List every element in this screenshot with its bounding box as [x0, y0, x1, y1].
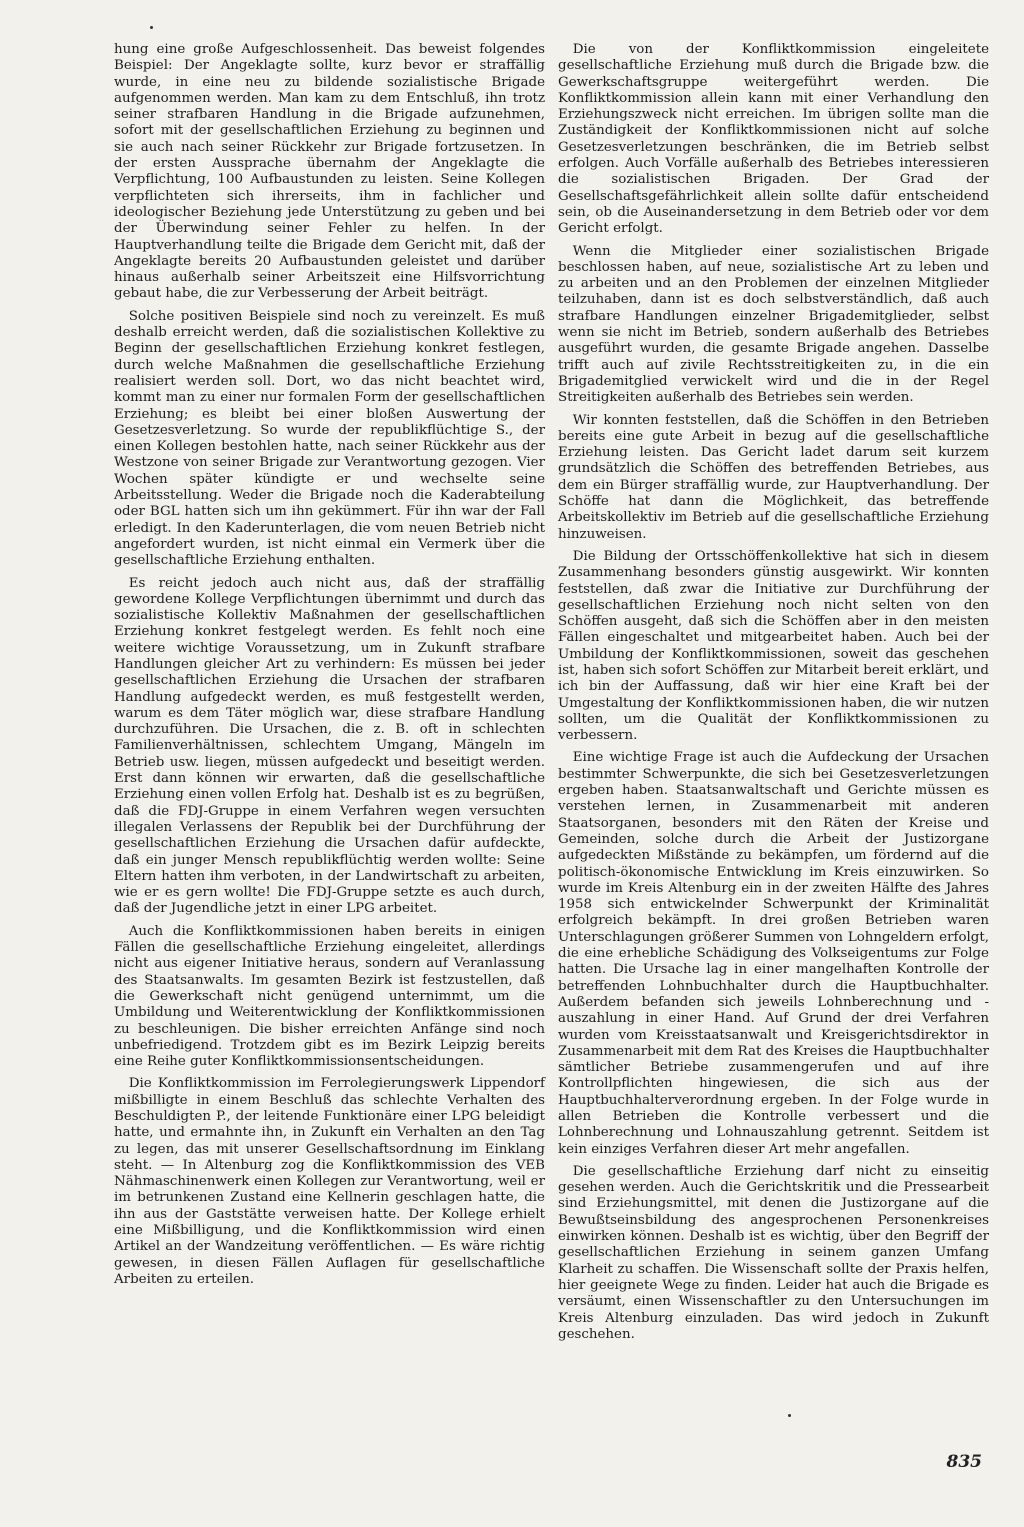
- paragraph: Auch die Konfliktkommissionen haben bereits in einigen Fällen die gesellschaftliche Erziehung eingeleitet, allerdings nicht aus eigener Initiative heraus, sondern auf Veranlassung des Staatsanwalts. Im gesamten Bezirk ist festzustellen, daß die Gewerkschaft nicht genügend unternimmt, um die Umbildung und Weiterentwicklung der Konfliktkommissionen zu beschleunigen. Die bisher erreichten Anfänge sind noch unbefriedigend. Trotzdem gibt es im Bezirk Leipzig bereits eine Reihe guter Konfliktkommissionsentscheidungen.: [114, 923, 545, 1070]
- left-column: [114, 42, 545, 1294]
- paragraph: Es reicht jedoch auch nicht aus, daß der straffällig gewordene Kollege Verpflichtungen übernimmt und durch das sozialistische Kollektiv Maßnahmen der gesellschaftlichen Erziehung konkret festgelegt werden. Es fehlt noch eine weitere wichtige Voraussetzung, um in Zukunft strafbare Handlungen gleicher Art zu verhindern: Es müssen bei jeder gesellschaftlichen Erziehung die Ursachen der strafbaren Handlung aufgedeckt werden, es muß festgestellt werden, warum es dem Täter möglich war, diese strafbare Handlung durchzuführen. Die Ursachen, die z. B. oft in schlechten Familienverhältnissen, schlechtem Umgang, Mängeln im Betrieb usw. liegen, müssen aufgedeckt und beseitigt werden. Erst dann können wir erwarten, daß die gesellschaftliche Erziehung einen vollen Erfolg hat. Deshalb ist es zu begrüßen, daß die FDJ-Gruppe in einem Verfahren wegen versuchten illegalen Verlassens der Republik bei der Durchführung der gesellschaftlichen Erziehung die Ursachen dafür aufdeckte, daß ein junger Mensch republikflüchtig werden wollte: Seine Eltern hatten ihm verboten, in der Landwirtschaft zu arbeiten, wie er es gern wollte! Die FDJ-Gruppe setzte es auch durch, daß der Jugendliche jetzt in einer LPG arbeitet.: [114, 575, 545, 917]
- document-page: [100, 42, 1000, 1482]
- paragraph: Die gesellschaftliche Erziehung darf nicht zu einseitig gesehen werden. Auch die Gerichtskritik und die Pressearbeit sind Erziehungsmittel, mit denen die Justizorgane auf die Bewußtseinsbildung des angesprochenen Personenkreises einwirken können. Deshalb ist es wichtig, über den Begriff der gesellschaftlichen Erziehung in seinem ganzen Umfang Klarheit zu schaffen. Die Wissenschaft sollte der Praxis helfen, hier geeignete Wege zu finden. Leider hat auch die Brigade es versäumt, einen Wissenschaftler zu den Untersuchungen im Kreis Altenburg einzuladen. Das wird jedoch in Zukunft geschehen.: [558, 1163, 989, 1342]
- paragraph: Wenn die Mitglieder einer sozialistischen Brigade beschlossen haben, auf neue, sozialistische Art zu leben und zu arbeiten und an den Problemen der einzelnen Mitglieder teilzuhaben, dann ist es doch selbstverständlich, daß auch strafbare Handlungen einzelner Brigademitglieder, selbst wenn sie nicht im Betrieb, sondern außerhalb des Betriebes ausgeführt wurden, die gesamte Brigade angehen. Dasselbe trifft auch auf zivile Rechtsstreitigkeiten zu, in die ein Brigademitglied verwickelt wird und die in der Regel Streitigkeiten außerhalb des Betriebes sein werden.: [558, 243, 989, 406]
- paragraph: Wir konnten feststellen, daß die Schöffen in den Betrieben bereits eine gute Arbeit in bezug auf die gesellschaftliche Erziehung leisten. Das Gericht ladet darum seit kurzem grundsätzlich die Schöffen des betreffenden Betriebes, aus dem ein Bürger straffällig wurde, zur Hauptverhandlung. Der Schöffe hat dann die Möglichkeit, das betreffende Arbeitskollektiv im Betrieb auf die gesellschaftliche Erziehung hinzuweisen.: [558, 412, 989, 542]
- paragraph: Die Bildung der Ortsschöffenkollektive hat sich in diesem Zusammenhang besonders günstig ausgewirkt. Wir konnten feststellen, daß zwar die Initiative zur Durchführung der gesellschaftlichen Erziehung noch nicht selten von den Schöffen ausgeht, daß sich die Schöffen aber in den meisten Fällen eingeschaltet und mitgearbeitet haben. Auch bei der Umbildung der Konfliktkommissionen, soweit das geschehen ist, haben sich sofort Schöffen zur Mitarbeit bereit erklärt, und ich bin der Auffassung, daß wir hier eine Kraft bei der Umgestaltung der Konfliktkommissionen haben, die wir nutzen sollten, um die Qualität der Konfliktkommissionen zu verbessern.: [558, 548, 989, 744]
- print-speck: [150, 26, 153, 29]
- print-speck: [788, 1414, 791, 1417]
- paragraph: Die Konfliktkommission im Ferrolegierungswerk Lippendorf mißbilligte in einem Beschluß das schlechte Verhalten des Beschuldigten P., der leitende Funktionäre einer LPG beleidigt hatte, und ermahnte ihn, in Zukunft ein Verhalten an den Tag zu legen, das mit unserer Gesellschaftsordnung im Einklang steht. — In Altenburg zog die Konfliktkommission des VEB Nähmaschinenwerk einen Kollegen zur Verantwortung, weil er im betrunkenen Zustand eine Kellnerin geschlagen hatte, die ihn aus der Gaststätte verweisen hatte. Der Kollege erhielt eine Mißbilligung, und die Konfliktkommission wird einen Artikel an der Wandzeitung veröffentlichen. — Es wäre richtig gewesen, in diesen Fällen Auflagen für gesellschaftliche Arbeiten zu erteilen.: [114, 1076, 545, 1287]
- right-column: [558, 42, 989, 1349]
- paragraph: Eine wichtige Frage ist auch die Aufdeckung der Ursachen bestimmter Schwerpunkte, die sich bei Gesetzesverletzungen ergeben haben. Staatsanwaltschaft und Gerichte müssen es verstehen lernen, in Zusammenarbeit mit anderen Staatsorganen, besonders mit den Räten der Kreise und Gemeinden, solche durch die Arbeit der Justizorgane aufgedeckten Mißstände zu bekämpfen, um fördernd auf die politisch-ökonomische Entwicklung im Kreis einzuwirken. So wurde im Kreis Altenburg ein in der zweiten Hälfte des Jahres 1958 sich entwickelnder Schwerpunkt der Kriminalität erfolgreich bekämpft. In drei großen Betrieben waren Unterschlagungen größerer Summen von Lohngeldern erfolgt, die eine erhebliche Schädigung des Volkseigentums zur Folge hatten. Die Ursache lag in einer mangelhaften Kontrolle der betreffenden Lohnbuchhalter durch die Hauptbuchhalter. Außerdem befanden sich jeweils Lohnberechnung und -auszahlung in einer Hand. Auf Grund der drei Verfahren wurden vom Kreisstaatsanwalt und Kreisgerichtsdirektor in Zusammenarbeit mit dem Rat des Kreises die Hauptbuchhalter sämtlicher Betriebe zusammengerufen und auf ihre Kontrollpflichten hingewiesen, die sich aus der Hauptbuchhalterverordnung ergeben. In der Folge wurde in allen Betrieben die Kontrolle verbessert und die Lohnberechnung und Lohnauszahlung getrennt. Seitdem ist kein einziges Verfahren dieser Art mehr angefallen.: [558, 750, 989, 1157]
- paragraph: Die von der Konfliktkommission eingeleitete gesellschaftliche Erziehung muß durch die Brigade bzw. die Gewerkschaftsgruppe weitergeführt werden. Die Konfliktkommission allein kann mit einer Verhandlung den Erziehungszweck nicht erreichen. Im übrigen sollte man die Zuständigkeit der Konfliktkommissionen nicht auf solche Gesetzesverletzungen beschränken, die im Betrieb selbst erfolgen. Auch Vorfälle außerhalb des Betriebes interessieren die sozialistischen Brigaden. Der Grad der Gesellschaftsgefährlichkeit allein sollte dafür entscheidend sein, ob die Auseinandersetzung in dem Betrieb oder vor dem Gericht erfolgt.: [558, 42, 989, 237]
- paragraph: Solche positiven Beispiele sind noch zu vereinzelt. Es muß deshalb erreicht werden, daß die sozialistischen Kollektive zu Beginn der gesellschaftlichen Erziehung konkret festlegen, durch welche Maßnahmen die gesellschaftliche Erziehung realisiert werden soll. Dort, wo das nicht beachtet wird, kommt man zu einer nur formalen Form der gesellschaftlichen Erziehung; es bleibt bei einer bloßen Auswertung der Gesetzesverletzung. So wurde der republikflüchtige S., der einen Kollegen bestohlen hatte, nach seiner Rückkehr aus der Westzone von seiner Brigade zur Verantwortung gezogen. Vier Wochen später kündigte er und wechselte seine Arbeitsstellung. Weder die Brigade noch die Kaderabteilung oder BGL hatten sich um ihn gekümmert. Für ihn war der Fall erledigt. In den Kaderunterlagen, die vom neuen Betrieb nicht angefordert wurden, ist nicht einmal ein Vermerk über die gesellschaftliche Erziehung enthalten.: [114, 308, 545, 569]
- page-number: 835: [946, 1452, 982, 1472]
- paragraph: hung eine große Aufgeschlossenheit. Das beweist folgendes Beispiel: Der Angeklagte sollte, kurz bevor er straffällig wurde, in eine neu zu bildende sozialistische Brigade aufgenommen werden. Man kam zu dem Entschluß, ihn trotz seiner strafbaren Handlung in die Brigade aufzunehmen, sofort mit der gesellschaftlichen Erziehung zu beginnen und sie auch nach seiner Rückkehr zur Brigade fortzusetzen. In der ersten Aussprache übernahm der Angeklagte die Verpflichtung, 100 Aufbaustunden zu leisten. Seine Kollegen verpflichteten sich ihrerseits, ihm in fachlicher und ideologischer Beziehung jede Unterstützung zu geben und bei der Überwindung seiner Fehler zu helfen. In der Hauptverhandlung teilte die Brigade dem Gericht mit, daß der Angeklagte bereits 20 Aufbaustunden geleistet und darüber hinaus außerhalb seiner Arbeitszeit eine Hilfsvorrichtung gebaut habe, die zur Verbesserung der Arbeit beiträgt.: [114, 42, 545, 302]
